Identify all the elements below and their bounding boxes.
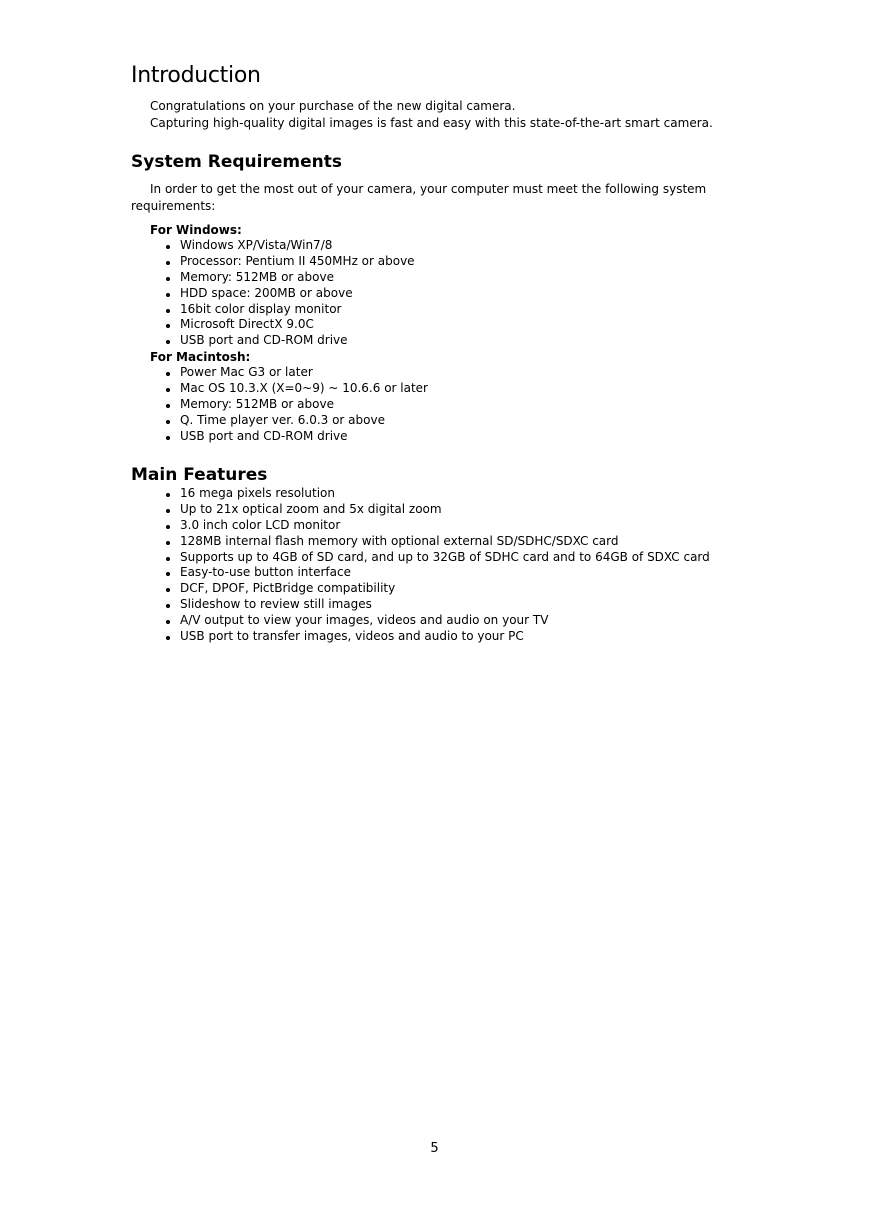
list-item: USB port to transfer images, videos and audio to your PC <box>131 629 771 645</box>
system-requirements-heading: System Requirements <box>131 152 342 172</box>
list-item: Q. Time player ver. 6.0.3 or above <box>131 413 771 429</box>
list-item: Up to 21x optical zoom and 5x digital zoom <box>131 502 771 518</box>
list-item: Processor: Pentium II 450MHz or above <box>131 254 771 270</box>
list-item: Mac OS 10.3.X (X=0~9) ~ 10.6.6 or later <box>131 381 771 397</box>
list-item: Slideshow to review still images <box>131 597 771 613</box>
list-item: 3.0 inch color LCD monitor <box>131 518 771 534</box>
list-item: HDD space: 200MB or above <box>131 286 771 302</box>
requirements-lists <box>131 222 771 445</box>
main-features-list <box>131 486 771 645</box>
list-item: DCF, DPOF, PictBridge compatibility <box>131 581 771 597</box>
introduction-line: Congratulations on your purchase of the new digital camera. <box>150 99 516 113</box>
list-item: A/V output to view your images, videos and audio on your TV <box>131 613 771 629</box>
introduction-paragraph <box>150 98 770 132</box>
page-number: 5 <box>430 1141 439 1156</box>
windows-requirements-list <box>131 238 771 349</box>
list-item: Windows XP/Vista/Win7/8 <box>131 238 771 254</box>
introduction-line: Capturing high-quality digital images is fast and easy with this state-of-the-art smart camera. <box>150 116 713 130</box>
list-item: 16 mega pixels resolution <box>131 486 771 502</box>
list-item: Memory: 512MB or above <box>131 397 771 413</box>
list-item: USB port and CD-ROM drive <box>131 429 771 445</box>
list-item: Power Mac G3 or later <box>131 365 771 381</box>
list-item: 16bit color display monitor <box>131 302 771 318</box>
macintosh-requirements-list <box>131 365 771 444</box>
main-features-block <box>131 486 771 645</box>
list-item: Supports up to 4GB of SD card, and up to 32GB of SDHC card and to 64GB of SDXC card <box>131 550 771 566</box>
macintosh-heading: For Macintosh: <box>150 350 251 365</box>
list-item: Easy-to-use button interface <box>131 565 771 581</box>
list-item: 128MB internal flash memory with optional external SD/SDHC/SDXC card <box>131 534 771 550</box>
introduction-heading: Introduction <box>131 63 261 88</box>
list-item: Memory: 512MB or above <box>131 270 771 286</box>
list-item: USB port and CD-ROM drive <box>131 333 771 349</box>
windows-heading: For Windows: <box>150 223 242 237</box>
system-requirements-intro: In order to get the most out of your camera, your computer must meet the following system requirements: <box>131 182 707 213</box>
main-features-heading: Main Features <box>131 465 268 485</box>
list-item: Microsoft DirectX 9.0C <box>131 317 771 333</box>
